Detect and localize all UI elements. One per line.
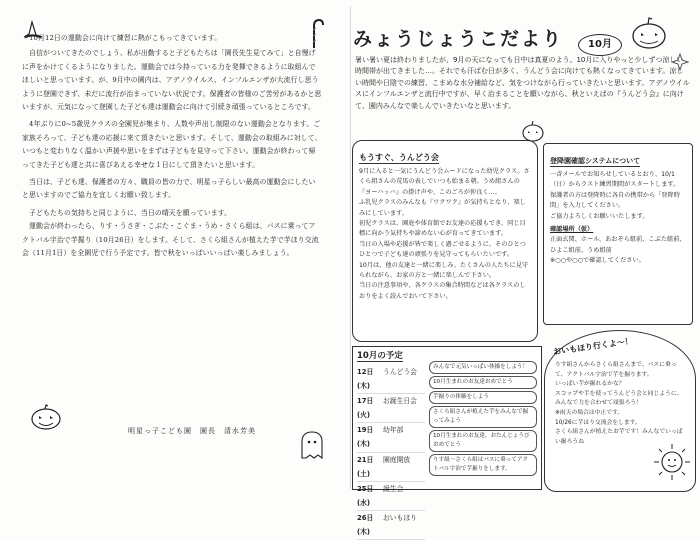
schedule-event: 幼年部: [383, 426, 404, 435]
undokai-line: 当日の入場や応援が皆で楽しく過ごせるように、そのひとつひとつで子ども達の頑張りを見守ってもらいたいです。: [359, 240, 526, 259]
schedule-event: 誕生会: [383, 484, 404, 493]
pumpkin-icon: [30, 403, 62, 431]
schedule-list: [357, 365, 425, 540]
pumpkin-icon: [630, 14, 668, 50]
schedule-note: 芋掘りの体験をしよう: [429, 391, 537, 404]
potato-digging-text: [555, 361, 687, 447]
paragraph: 当日は、子ども達、保護者の方々、職員の皆の力で、明星っ子らしい最高の運動会にしたいと思いますのでご協力を宜しくお願い致します。: [22, 178, 316, 200]
newsletter-title: みょうじょうこだより: [353, 28, 564, 50]
potato-line: りす組さんからさくら組さんまで、バスに乗って、アクトバル宇治で芋を掘ります。: [555, 362, 677, 378]
section-heading: 登降園確認システムについて: [550, 157, 641, 165]
schedule-row: [357, 453, 425, 482]
schedule-row: [357, 365, 425, 394]
undokai-section: [352, 140, 538, 342]
paragraph: 4年ぶりに0~5歳児クラスの全園児が集まり、人数や声出し制限のない運動会となります。ご家族そろって、子ども達の応援に来て頂きたいと思います。そして、運動会の取組みに対して、いつもと変わりなく温かい声援や思いをまずは子どもを見守って下さい。運動会が終わって帰ってきた子ども達と共に喜びあえる幸せな１日にして頂きたいと思います。: [22, 120, 322, 169]
potato-line: さくら組さんが植えたお芋です！みんなでいっぱい掘ろうね: [555, 429, 683, 445]
schedule-row: [357, 482, 425, 511]
undokai-line: 10月は、他の友達と一緒に楽しみ、たくさんの人たちに見守られながら、お家の方と一緒に楽しんで下さい。: [359, 261, 529, 280]
schedule-date: 21日(土): [357, 455, 374, 478]
schedule-date: 17日(火): [357, 397, 374, 420]
undokai-line: ふ乳児クラスのみんなも『ワクワク』が気持ちとなり、楽しみにしています。: [359, 199, 526, 217]
section-heading: おいもほり行くよ～！: [552, 336, 634, 357]
schedule-note: みんなで元気いっぱい体操をしよう！: [429, 361, 537, 374]
schedule-note: 10月生まれのお友達、おたんじょうびおめでとう: [429, 430, 537, 452]
schedule-note: さくら組さんが植えた芋をみんなで掘ってみよう: [429, 406, 537, 428]
schedule-date: 19日(木): [357, 426, 374, 449]
potato-line: ※雨天の場合は中止です。: [555, 409, 624, 416]
signature: 明星っ子こども園 園長 清水芳美: [128, 427, 256, 435]
notice-line: ご協力よろしくお願いいたします。: [550, 212, 649, 220]
notice-line: ※○○や○○で確認してください。: [550, 257, 645, 265]
undokai-line: 初児クラスは、園庭や体育館でお友達の応援もでき、同じ目標に向かう気持ちや諦めない心が育ってきています。: [359, 220, 526, 238]
ghost-icon: [298, 430, 326, 460]
schedule-date: 25日(水): [357, 484, 374, 507]
schedule-note: りす組〜さくら組はバスに乗ってアクトバル宇治で芋掘りをします。: [429, 454, 537, 476]
schedule-event: お誕生日会: [383, 397, 417, 406]
intro-text: [355, 55, 690, 112]
page-divider: [350, 6, 351, 489]
schedule-notes: [429, 361, 537, 476]
schedule-event: うんどう会: [383, 368, 417, 376]
paragraph: 子どもたちの気持ちと同じように、当日の晴天を願っています。: [29, 208, 232, 217]
notice-line: 保護者の方は登降時に各自の携帯から「登降時間」を入力してください。: [550, 191, 680, 210]
principal-message: [22, 32, 322, 261]
schedule-section: [352, 346, 542, 537]
notice-line: 正面玄関、ホール、あおぞら組前、こぶた組前、ひよこ組前、うめ組前: [550, 236, 686, 254]
schedule-date: 26日(木): [357, 513, 374, 537]
section-heading: もうすぐ、うんどう会: [359, 153, 439, 162]
potato-line: スコップや手を使ってうんどう会と同じように、みんなで力を合わせて頑張ろう！: [555, 390, 683, 407]
schedule-row: [357, 511, 425, 540]
month-badge: 10月: [578, 34, 622, 56]
paragraph: 10月12日の運動会に向けて練習に熱がこもってきています。: [29, 34, 222, 42]
undokai-line: 当日の注意事項や、各クラスの集合時間などは各クラスのしおりをよく読んでおいて下さい。: [359, 282, 526, 300]
sparkle-icon: [668, 52, 692, 72]
schedule-row: [357, 394, 425, 423]
schedule-date: 12日(木): [357, 368, 374, 391]
potato-line: 10/26に芋ほり交流会をします。: [555, 419, 641, 426]
schedule-event: 園庭開放: [383, 455, 411, 464]
left-page: [0, 0, 350, 495]
paragraph: 運動会が終わったら、りす・うさぎ・こぶた・こぐま・うめ・さくら組は、バスに乗ってアクトバル宇治で芋掘り（10月26日）をします。そして、さくら組さんが植えた芋で芋ほり交流会（11月1日）を全園児で行う予定です。皆で秋をいっぱいいっぱい楽しみましょう。: [22, 222, 319, 258]
potato-line: いっぱい芋が掘れるかな？: [555, 381, 625, 388]
schedule-event: おいもほり: [383, 513, 417, 522]
section-heading: 10月の予定: [357, 351, 403, 361]
schedule-row: [357, 423, 425, 452]
notice-line: 一斉メールでお知らせしているとおり、10/1（日）からラスト練習期間がスタートします。: [550, 171, 680, 189]
notice-subheading: 確認場所（仮）: [550, 226, 594, 234]
undokai-line: 9月に入ると一気にうんどう会ムードになった幼児クラス。さくら組さんの荒馬の表しでいつも始まる朝。うめ組さんの『ヨーハッハ』の掛け声や、このごろが仲良く…。: [359, 168, 530, 196]
attendance-system-notice: [543, 143, 693, 325]
intro-paragraph: 暑い暑い夏は終わりましたが、9月の天になっても日中は真夏のよう。10月に入りやっと少しずつ涼しい時間帯が出てきました…。それでも汗ばむ日が多く、うんどう会に向けても熱くなってきています。涼しい時間や日陰での練習、こまめな水分補給など、気をつけながら行っていきたいと思います。アデノウイルスにインフルエンザと流行中ですが、早く治まることを願いながら、秋といえばの『うんどう会』に向けて、園内みんなで楽しんでいきたいなと思います。: [355, 56, 690, 110]
pumpkin-small-icon: [520, 118, 546, 144]
paragraph: 自信がついてきたのでしょう、私が出勤すると子どもたちは「園長先生見てみて」と自慢げに声をかけてくるようになりました。運動会では今持っている力を発揮できるように取組んでほしいと思っています。が、9月中の園内は、アデノウイルス、インフルエンザが大流行し思うように登園できず、未だに流行が治まっていない状況です。保護者の皆様のご苦労があるかと思いますが、元気になって登園した子ども達は運動会に向けて引続き頑張っているところです。: [22, 49, 322, 112]
schedule-note: 10月生まれのお友達おめでとう: [429, 376, 537, 389]
sun-icon: [650, 440, 694, 484]
